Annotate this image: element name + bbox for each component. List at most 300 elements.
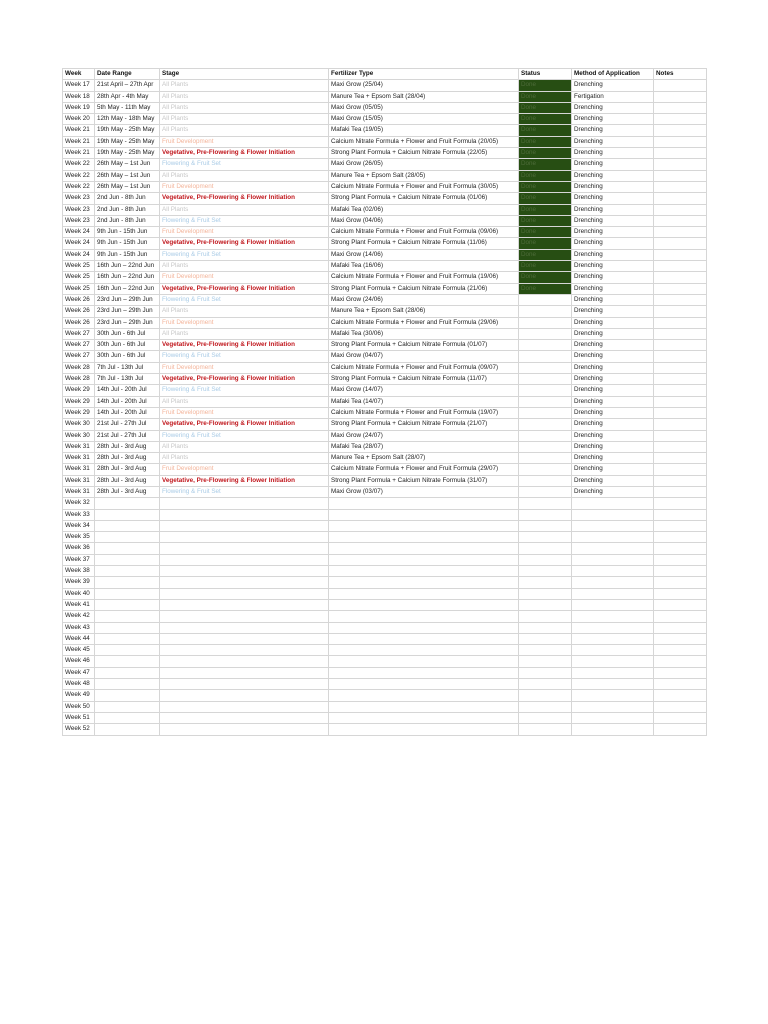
fertilizer-type-cell[interactable]: Maxi Grow (03/07): [329, 486, 519, 497]
date-range-cell[interactable]: 14th Jul - 20th Jul: [95, 396, 160, 407]
notes-cell[interactable]: [654, 249, 707, 260]
stage-cell[interactable]: All Plants: [160, 102, 329, 113]
notes-cell[interactable]: [654, 645, 707, 656]
stage-cell[interactable]: Vegetative, Pre-Flowering & Flower Initiation: [160, 148, 329, 159]
notes-cell[interactable]: [654, 520, 707, 531]
date-range-cell[interactable]: [95, 520, 160, 531]
fertilizer-type-cell[interactable]: [329, 622, 519, 633]
status-cell[interactable]: Done: [519, 170, 572, 181]
status-cell[interactable]: [519, 430, 572, 441]
week-cell[interactable]: Week 21: [63, 148, 95, 159]
notes-cell[interactable]: [654, 498, 707, 509]
fertilizer-type-cell[interactable]: Manure Tea + Epsom Salt (28/05): [329, 170, 519, 181]
date-range-cell[interactable]: [95, 611, 160, 622]
fertilizer-type-cell[interactable]: Maxi Grow (14/06): [329, 249, 519, 260]
date-range-cell[interactable]: [95, 633, 160, 644]
fertilizer-type-cell[interactable]: Mafaki Tea (19/05): [329, 125, 519, 136]
date-range-cell[interactable]: [95, 622, 160, 633]
date-range-cell[interactable]: 16th Jun – 22nd Jun: [95, 272, 160, 283]
stage-cell[interactable]: Flowering & Fruit Set: [160, 430, 329, 441]
method-cell[interactable]: Drenching: [572, 193, 654, 204]
method-cell[interactable]: Drenching: [572, 407, 654, 418]
method-cell[interactable]: [572, 588, 654, 599]
week-cell[interactable]: Week 32: [63, 498, 95, 509]
week-cell[interactable]: Week 26: [63, 294, 95, 305]
method-cell[interactable]: [572, 611, 654, 622]
fertilizer-type-cell[interactable]: Strong Plant Formula + Calcium Nitrate Formula (31/07): [329, 475, 519, 486]
week-cell[interactable]: Week 36: [63, 543, 95, 554]
stage-cell[interactable]: [160, 622, 329, 633]
stage-cell[interactable]: [160, 532, 329, 543]
fertilizer-type-cell[interactable]: Mafaki Tea (16/06): [329, 261, 519, 272]
notes-cell[interactable]: [654, 114, 707, 125]
date-range-cell[interactable]: 21st Jul - 27th Jul: [95, 430, 160, 441]
week-cell[interactable]: Week 27: [63, 328, 95, 339]
stage-cell[interactable]: [160, 645, 329, 656]
date-range-cell[interactable]: [95, 701, 160, 712]
header-stage[interactable]: Stage: [160, 69, 329, 80]
week-cell[interactable]: Week 27: [63, 351, 95, 362]
date-range-cell[interactable]: 23rd Jun – 29th Jun: [95, 294, 160, 305]
week-cell[interactable]: Week 31: [63, 441, 95, 452]
notes-cell[interactable]: [654, 588, 707, 599]
method-cell[interactable]: Drenching: [572, 272, 654, 283]
stage-cell[interactable]: All Plants: [160, 261, 329, 272]
notes-cell[interactable]: [654, 611, 707, 622]
fertilizer-type-cell[interactable]: Maxi Grow (24/07): [329, 430, 519, 441]
method-cell[interactable]: [572, 520, 654, 531]
date-range-cell[interactable]: 5th May - 11th May: [95, 102, 160, 113]
fertilizer-type-cell[interactable]: Strong Plant Formula + Calcium Nitrate Formula (01/06): [329, 193, 519, 204]
week-cell[interactable]: Week 30: [63, 430, 95, 441]
date-range-cell[interactable]: [95, 679, 160, 690]
fertilizer-type-cell[interactable]: Strong Plant Formula + Calcium Nitrate Formula (11/07): [329, 374, 519, 385]
notes-cell[interactable]: [654, 272, 707, 283]
header-status[interactable]: Status: [519, 69, 572, 80]
method-cell[interactable]: Drenching: [572, 396, 654, 407]
fertilizer-type-cell[interactable]: Calcium Nitrate Formula + Flower and Fruit Formula (09/07): [329, 362, 519, 373]
status-cell[interactable]: Done: [519, 283, 572, 294]
status-cell[interactable]: Done: [519, 204, 572, 215]
status-cell[interactable]: [519, 453, 572, 464]
stage-cell[interactable]: [160, 633, 329, 644]
status-cell[interactable]: [519, 543, 572, 554]
method-cell[interactable]: Drenching: [572, 430, 654, 441]
fertilizer-type-cell[interactable]: Calcium Nitrate Formula + Flower and Fruit Formula (20/05): [329, 136, 519, 147]
fertilizer-type-cell[interactable]: Calcium Nitrate Formula + Flower and Fruit Formula (19/06): [329, 272, 519, 283]
header-week[interactable]: Week: [63, 69, 95, 80]
status-cell[interactable]: [519, 690, 572, 701]
week-cell[interactable]: Week 22: [63, 181, 95, 192]
fertilizer-type-cell[interactable]: [329, 532, 519, 543]
stage-cell[interactable]: [160, 701, 329, 712]
method-cell[interactable]: [572, 554, 654, 565]
stage-cell[interactable]: [160, 577, 329, 588]
status-cell[interactable]: [519, 441, 572, 452]
status-cell[interactable]: [519, 577, 572, 588]
status-cell[interactable]: [519, 407, 572, 418]
notes-cell[interactable]: [654, 419, 707, 430]
notes-cell[interactable]: [654, 656, 707, 667]
notes-cell[interactable]: [654, 148, 707, 159]
stage-cell[interactable]: Vegetative, Pre-Flowering & Flower Initiation: [160, 340, 329, 351]
stage-cell[interactable]: Vegetative, Pre-Flowering & Flower Initiation: [160, 374, 329, 385]
status-cell[interactable]: [519, 622, 572, 633]
stage-cell[interactable]: All Plants: [160, 441, 329, 452]
notes-cell[interactable]: [654, 102, 707, 113]
fertilizer-type-cell[interactable]: Calcium Nitrate Formula + Flower and Fruit Formula (30/05): [329, 181, 519, 192]
stage-cell[interactable]: Fruit Development: [160, 181, 329, 192]
method-cell[interactable]: Drenching: [572, 374, 654, 385]
fertilizer-type-cell[interactable]: Mafaki Tea (02/06): [329, 204, 519, 215]
fertilizer-type-cell[interactable]: Calcium Nitrate Formula + Flower and Fruit Formula (29/07): [329, 464, 519, 475]
fertilizer-type-cell[interactable]: Mafaki Tea (30/06): [329, 328, 519, 339]
method-cell[interactable]: Drenching: [572, 419, 654, 430]
date-range-cell[interactable]: [95, 543, 160, 554]
date-range-cell[interactable]: 9th Jun - 15th Jun: [95, 227, 160, 238]
notes-cell[interactable]: [654, 204, 707, 215]
status-cell[interactable]: Done: [519, 215, 572, 226]
method-cell[interactable]: Drenching: [572, 125, 654, 136]
fertilizer-type-cell[interactable]: Mafaki Tea (14/07): [329, 396, 519, 407]
fertilizer-type-cell[interactable]: [329, 667, 519, 678]
notes-cell[interactable]: [654, 294, 707, 305]
week-cell[interactable]: Week 26: [63, 317, 95, 328]
week-cell[interactable]: Week 22: [63, 170, 95, 181]
method-cell[interactable]: Drenching: [572, 204, 654, 215]
date-range-cell[interactable]: 30th Jun - 6th Jul: [95, 340, 160, 351]
method-cell[interactable]: [572, 645, 654, 656]
fertilizer-type-cell[interactable]: [329, 577, 519, 588]
method-cell[interactable]: Drenching: [572, 317, 654, 328]
stage-cell[interactable]: Vegetative, Pre-Flowering & Flower Initiation: [160, 419, 329, 430]
notes-cell[interactable]: [654, 125, 707, 136]
status-cell[interactable]: [519, 532, 572, 543]
status-cell[interactable]: [519, 362, 572, 373]
fertilizer-type-cell[interactable]: Manure Tea + Epsom Salt (28/06): [329, 306, 519, 317]
date-range-cell[interactable]: 30th Jun - 6th Jul: [95, 328, 160, 339]
fertilizer-type-cell[interactable]: Calcium Nitrate Formula + Flower and Fruit Formula (29/06): [329, 317, 519, 328]
status-cell[interactable]: Done: [519, 114, 572, 125]
notes-cell[interactable]: [654, 91, 707, 102]
fertilizer-type-cell[interactable]: Maxi Grow (05/05): [329, 102, 519, 113]
stage-cell[interactable]: [160, 611, 329, 622]
fertilizer-type-cell[interactable]: [329, 599, 519, 610]
fertilizer-type-cell[interactable]: Manure Tea + Epsom Salt (28/07): [329, 453, 519, 464]
week-cell[interactable]: Week 44: [63, 633, 95, 644]
status-cell[interactable]: [519, 724, 572, 735]
stage-cell[interactable]: Fruit Development: [160, 464, 329, 475]
status-cell[interactable]: [519, 419, 572, 430]
method-cell[interactable]: Drenching: [572, 340, 654, 351]
status-cell[interactable]: Done: [519, 159, 572, 170]
week-cell[interactable]: Week 24: [63, 227, 95, 238]
date-range-cell[interactable]: [95, 599, 160, 610]
header-date-range[interactable]: Date Range: [95, 69, 160, 80]
fertilizer-type-cell[interactable]: Maxi Grow (24/06): [329, 294, 519, 305]
notes-cell[interactable]: [654, 170, 707, 181]
week-cell[interactable]: Week 27: [63, 340, 95, 351]
week-cell[interactable]: Week 38: [63, 566, 95, 577]
date-range-cell[interactable]: [95, 509, 160, 520]
date-range-cell[interactable]: [95, 690, 160, 701]
status-cell[interactable]: [519, 340, 572, 351]
stage-cell[interactable]: Fruit Development: [160, 362, 329, 373]
week-cell[interactable]: Week 41: [63, 599, 95, 610]
method-cell[interactable]: [572, 667, 654, 678]
method-cell[interactable]: Drenching: [572, 159, 654, 170]
week-cell[interactable]: Week 30: [63, 419, 95, 430]
fertilizer-type-cell[interactable]: [329, 554, 519, 565]
fertilizer-type-cell[interactable]: Mafaki Tea (28/07): [329, 441, 519, 452]
notes-cell[interactable]: [654, 430, 707, 441]
fertilizer-type-cell[interactable]: Maxi Grow (04/07): [329, 351, 519, 362]
week-cell[interactable]: Week 28: [63, 362, 95, 373]
method-cell[interactable]: Drenching: [572, 464, 654, 475]
date-range-cell[interactable]: 26th May – 1st Jun: [95, 170, 160, 181]
week-cell[interactable]: Week 49: [63, 690, 95, 701]
notes-cell[interactable]: [654, 599, 707, 610]
week-cell[interactable]: Week 50: [63, 701, 95, 712]
date-range-cell[interactable]: [95, 588, 160, 599]
notes-cell[interactable]: [654, 159, 707, 170]
date-range-cell[interactable]: 28th Jul - 3rd Aug: [95, 475, 160, 486]
fertilizer-type-cell[interactable]: Calcium Nitrate Formula + Flower and Fruit Formula (09/06): [329, 227, 519, 238]
fertilizer-type-cell[interactable]: Maxi Grow (14/07): [329, 385, 519, 396]
status-cell[interactable]: [519, 475, 572, 486]
status-cell[interactable]: [519, 645, 572, 656]
status-cell[interactable]: Done: [519, 249, 572, 260]
notes-cell[interactable]: [654, 396, 707, 407]
fertilizer-type-cell[interactable]: [329, 498, 519, 509]
notes-cell[interactable]: [654, 667, 707, 678]
method-cell[interactable]: Drenching: [572, 227, 654, 238]
notes-cell[interactable]: [654, 193, 707, 204]
date-range-cell[interactable]: [95, 498, 160, 509]
week-cell[interactable]: Week 47: [63, 667, 95, 678]
status-cell[interactable]: [519, 566, 572, 577]
fertilizer-type-cell[interactable]: Maxi Grow (15/05): [329, 114, 519, 125]
stage-cell[interactable]: Flowering & Fruit Set: [160, 351, 329, 362]
method-cell[interactable]: Drenching: [572, 238, 654, 249]
method-cell[interactable]: [572, 566, 654, 577]
week-cell[interactable]: Week 31: [63, 475, 95, 486]
stage-cell[interactable]: Flowering & Fruit Set: [160, 385, 329, 396]
notes-cell[interactable]: [654, 441, 707, 452]
week-cell[interactable]: Week 31: [63, 453, 95, 464]
status-cell[interactable]: [519, 317, 572, 328]
fertilizer-type-cell[interactable]: [329, 679, 519, 690]
fertilizer-type-cell[interactable]: [329, 701, 519, 712]
notes-cell[interactable]: [654, 181, 707, 192]
week-cell[interactable]: Week 46: [63, 656, 95, 667]
method-cell[interactable]: [572, 656, 654, 667]
fertilizer-type-cell[interactable]: Strong Plant Formula + Calcium Nitrate Formula (11/06): [329, 238, 519, 249]
fertilizer-type-cell[interactable]: Strong Plant Formula + Calcium Nitrate Formula (22/05): [329, 148, 519, 159]
date-range-cell[interactable]: 28th Jul - 3rd Aug: [95, 453, 160, 464]
fertilizer-type-cell[interactable]: Maxi Grow (26/05): [329, 159, 519, 170]
week-cell[interactable]: Week 34: [63, 520, 95, 531]
week-cell[interactable]: Week 45: [63, 645, 95, 656]
method-cell[interactable]: [572, 724, 654, 735]
status-cell[interactable]: [519, 374, 572, 385]
date-range-cell[interactable]: 9th Jun - 15th Jun: [95, 249, 160, 260]
week-cell[interactable]: Week 21: [63, 136, 95, 147]
status-cell[interactable]: [519, 306, 572, 317]
method-cell[interactable]: Drenching: [572, 261, 654, 272]
date-range-cell[interactable]: 14th Jul - 20th Jul: [95, 385, 160, 396]
method-cell[interactable]: Drenching: [572, 453, 654, 464]
date-range-cell[interactable]: 2nd Jun - 8th Jun: [95, 193, 160, 204]
status-cell[interactable]: [519, 486, 572, 497]
status-cell[interactable]: [519, 509, 572, 520]
notes-cell[interactable]: [654, 283, 707, 294]
status-cell[interactable]: Done: [519, 91, 572, 102]
stage-cell[interactable]: [160, 724, 329, 735]
method-cell[interactable]: Drenching: [572, 486, 654, 497]
notes-cell[interactable]: [654, 407, 707, 418]
stage-cell[interactable]: All Plants: [160, 204, 329, 215]
status-cell[interactable]: Done: [519, 261, 572, 272]
stage-cell[interactable]: Fruit Development: [160, 317, 329, 328]
status-cell[interactable]: [519, 611, 572, 622]
method-cell[interactable]: [572, 509, 654, 520]
fertilizer-type-cell[interactable]: [329, 520, 519, 531]
notes-cell[interactable]: [654, 532, 707, 543]
date-range-cell[interactable]: 26th May – 1st Jun: [95, 181, 160, 192]
fertilizer-type-cell[interactable]: Calcium Nitrate Formula + Flower and Fruit Formula (19/07): [329, 407, 519, 418]
fertilizer-type-cell[interactable]: Maxi Grow (25/04): [329, 80, 519, 91]
method-cell[interactable]: Drenching: [572, 362, 654, 373]
status-cell[interactable]: [519, 679, 572, 690]
week-cell[interactable]: Week 22: [63, 159, 95, 170]
stage-cell[interactable]: [160, 566, 329, 577]
notes-cell[interactable]: [654, 362, 707, 373]
date-range-cell[interactable]: 7th Jul - 13th Jul: [95, 362, 160, 373]
status-cell[interactable]: Done: [519, 181, 572, 192]
method-cell[interactable]: [572, 543, 654, 554]
method-cell[interactable]: [572, 532, 654, 543]
week-cell[interactable]: Week 43: [63, 622, 95, 633]
week-cell[interactable]: Week 52: [63, 724, 95, 735]
method-cell[interactable]: Drenching: [572, 170, 654, 181]
date-range-cell[interactable]: [95, 532, 160, 543]
method-cell[interactable]: Drenching: [572, 114, 654, 125]
date-range-cell[interactable]: 14th Jul - 20th Jul: [95, 407, 160, 418]
week-cell[interactable]: Week 21: [63, 125, 95, 136]
fertilizer-type-cell[interactable]: [329, 633, 519, 644]
date-range-cell[interactable]: 30th Jun - 6th Jul: [95, 351, 160, 362]
method-cell[interactable]: [572, 622, 654, 633]
status-cell[interactable]: Done: [519, 136, 572, 147]
status-cell[interactable]: [519, 498, 572, 509]
notes-cell[interactable]: [654, 543, 707, 554]
date-range-cell[interactable]: 16th Jun – 22nd Jun: [95, 261, 160, 272]
stage-cell[interactable]: [160, 509, 329, 520]
method-cell[interactable]: Fertigation: [572, 91, 654, 102]
status-cell[interactable]: [519, 294, 572, 305]
status-cell[interactable]: Done: [519, 148, 572, 159]
method-cell[interactable]: Drenching: [572, 181, 654, 192]
date-range-cell[interactable]: [95, 566, 160, 577]
notes-cell[interactable]: [654, 701, 707, 712]
notes-cell[interactable]: [654, 679, 707, 690]
method-cell[interactable]: [572, 599, 654, 610]
method-cell[interactable]: Drenching: [572, 351, 654, 362]
stage-cell[interactable]: [160, 588, 329, 599]
stage-cell[interactable]: Fruit Development: [160, 227, 329, 238]
notes-cell[interactable]: [654, 215, 707, 226]
week-cell[interactable]: Week 40: [63, 588, 95, 599]
fertilizer-type-cell[interactable]: [329, 656, 519, 667]
notes-cell[interactable]: [654, 622, 707, 633]
method-cell[interactable]: Drenching: [572, 283, 654, 294]
header-method[interactable]: Method of Application: [572, 69, 654, 80]
notes-cell[interactable]: [654, 238, 707, 249]
method-cell[interactable]: Drenching: [572, 441, 654, 452]
status-cell[interactable]: [519, 667, 572, 678]
notes-cell[interactable]: [654, 306, 707, 317]
stage-cell[interactable]: Vegetative, Pre-Flowering & Flower Initiation: [160, 475, 329, 486]
week-cell[interactable]: Week 19: [63, 102, 95, 113]
notes-cell[interactable]: [654, 80, 707, 91]
stage-cell[interactable]: [160, 656, 329, 667]
date-range-cell[interactable]: 23rd Jun – 29th Jun: [95, 306, 160, 317]
notes-cell[interactable]: [654, 475, 707, 486]
date-range-cell[interactable]: [95, 577, 160, 588]
method-cell[interactable]: Drenching: [572, 306, 654, 317]
fertilizer-type-cell[interactable]: Manure Tea + Epsom Salt (28/04): [329, 91, 519, 102]
notes-cell[interactable]: [654, 261, 707, 272]
week-cell[interactable]: Week 33: [63, 509, 95, 520]
header-fertilizer-type[interactable]: Fertilizer Type: [329, 69, 519, 80]
fertilizer-type-cell[interactable]: Strong Plant Formula + Calcium Nitrate Formula (21/07): [329, 419, 519, 430]
method-cell[interactable]: Drenching: [572, 215, 654, 226]
stage-cell[interactable]: All Plants: [160, 396, 329, 407]
notes-cell[interactable]: [654, 554, 707, 565]
status-cell[interactable]: [519, 633, 572, 644]
status-cell[interactable]: Done: [519, 125, 572, 136]
stage-cell[interactable]: [160, 712, 329, 723]
notes-cell[interactable]: [654, 136, 707, 147]
method-cell[interactable]: Drenching: [572, 385, 654, 396]
week-cell[interactable]: Week 28: [63, 374, 95, 385]
date-range-cell[interactable]: 28th Apr - 4th May: [95, 91, 160, 102]
status-cell[interactable]: [519, 599, 572, 610]
date-range-cell[interactable]: 19th May - 25th May: [95, 125, 160, 136]
notes-cell[interactable]: [654, 317, 707, 328]
method-cell[interactable]: Drenching: [572, 249, 654, 260]
stage-cell[interactable]: Vegetative, Pre-Flowering & Flower Initiation: [160, 283, 329, 294]
notes-cell[interactable]: [654, 577, 707, 588]
stage-cell[interactable]: Vegetative, Pre-Flowering & Flower Initiation: [160, 193, 329, 204]
week-cell[interactable]: Week 51: [63, 712, 95, 723]
method-cell[interactable]: Drenching: [572, 294, 654, 305]
notes-cell[interactable]: [654, 724, 707, 735]
stage-cell[interactable]: Flowering & Fruit Set: [160, 486, 329, 497]
notes-cell[interactable]: [654, 566, 707, 577]
notes-cell[interactable]: [654, 712, 707, 723]
stage-cell[interactable]: Flowering & Fruit Set: [160, 249, 329, 260]
date-range-cell[interactable]: 19th May - 25th May: [95, 148, 160, 159]
status-cell[interactable]: [519, 712, 572, 723]
status-cell[interactable]: Done: [519, 272, 572, 283]
week-cell[interactable]: Week 48: [63, 679, 95, 690]
date-range-cell[interactable]: 7th Jul - 13th Jul: [95, 374, 160, 385]
week-cell[interactable]: Week 29: [63, 396, 95, 407]
stage-cell[interactable]: Flowering & Fruit Set: [160, 215, 329, 226]
fertilizer-type-cell[interactable]: [329, 645, 519, 656]
